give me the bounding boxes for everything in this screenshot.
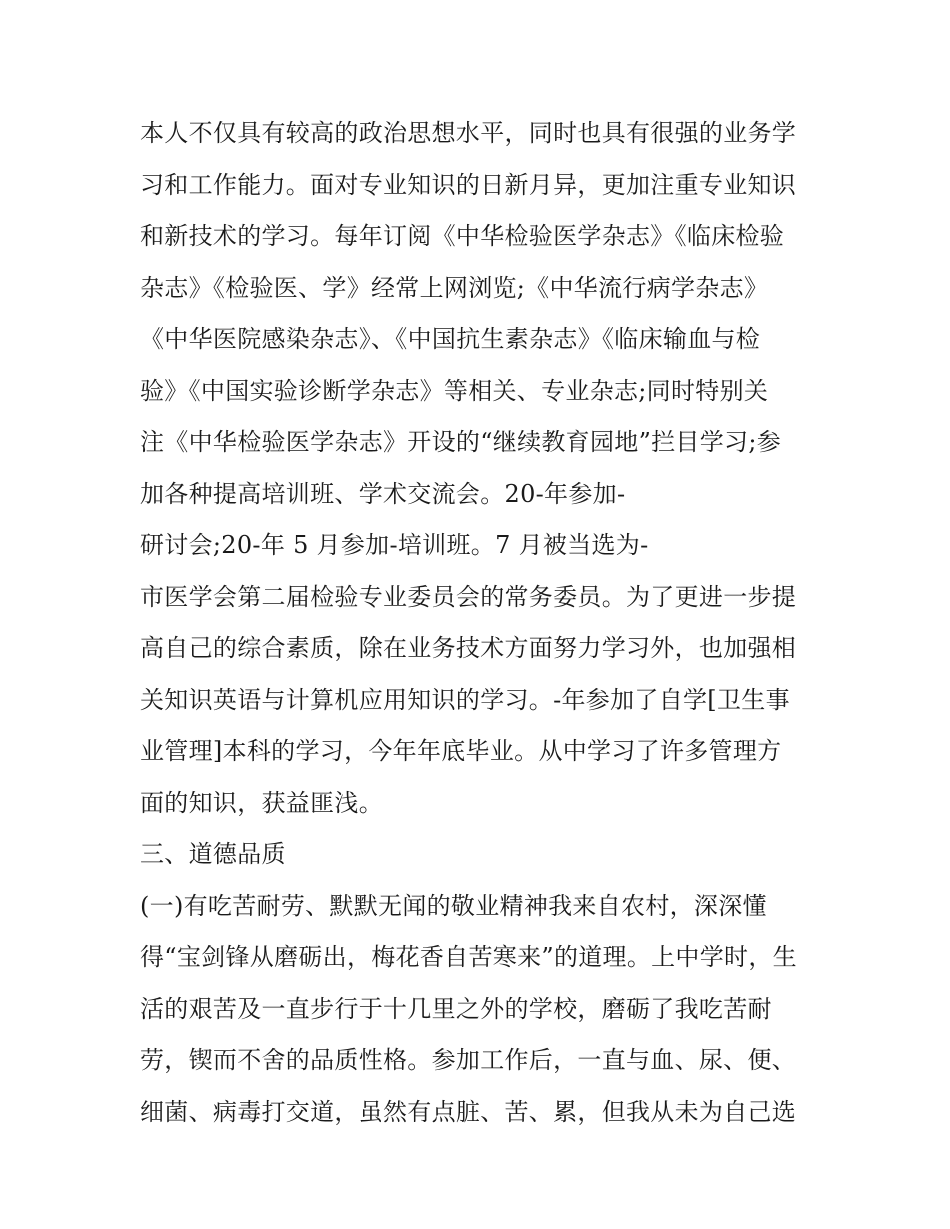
text-line: 活的艰苦及一直步行于十几里之外的学校，磨砺了我吃苦耐	[140, 994, 772, 1023]
text-line: 注《中华检验医学杂志》开设的“继续教育园地”拦目学习;参	[140, 428, 782, 456]
text-line: 验》《中国实验诊断学杂志》等相关、专业杂志;同时特别关	[140, 376, 769, 405]
body-text	[140, 108, 830, 1138]
text-line: 细菌、病毒打交道，虽然有点脏、苦、累，但我从未为自己选	[140, 1097, 797, 1126]
text-line: 加各种提高培训班、学术交流会。20-年参加-	[140, 479, 626, 508]
text-line: 本人不仅具有较高的政治思想水平，同时也具有很强的业务学	[140, 119, 797, 147]
text-line: 面的知识，获益匪浅。	[140, 788, 383, 817]
text-line: 高自己的综合素质，除在业务技术方面努力学习外，也加强相	[140, 634, 797, 662]
text-line: 市医学会第二届检验专业委员会的常务委员。为了更进一步提	[140, 582, 797, 611]
text-line: 劳，锲而不舍的品质性格。参加工作后，一直与血、尿、便、	[140, 1046, 797, 1074]
text-line: 业管理]本科的学习，今年年底毕业。从中学习了许多管理方	[140, 737, 782, 765]
text-line: 研讨会;20-年 5 月参加-培训班。7 月被当选为-	[140, 531, 649, 559]
text-line: 得“宝剑锋从磨砺出，梅花香自苦寒来”的道理。上中学时，生	[140, 943, 797, 971]
text-line: 关知识英语与计算机应用知识的学习。-年参加了自学[卫生事	[140, 685, 790, 714]
section-heading: 三、道德品质	[140, 840, 286, 868]
text-line: 习和工作能力。面对专业知识的日新月异，更加注重专业知识	[140, 170, 797, 199]
text-line: (一)有吃苦耐劳、默默无闻的敬业精神我来自农村，深深懂	[140, 891, 767, 920]
text-line: 和新技术的学习。每年订阅《中华检验医学杂志》《临床检验	[140, 222, 785, 250]
text-line: 杂志》《检验医、学》经常上网浏览;《中华流行病学杂志》	[140, 273, 769, 302]
text-line: 《中华医院感染杂志》、《中国抗生素杂志》《临床输血与检	[140, 325, 761, 353]
